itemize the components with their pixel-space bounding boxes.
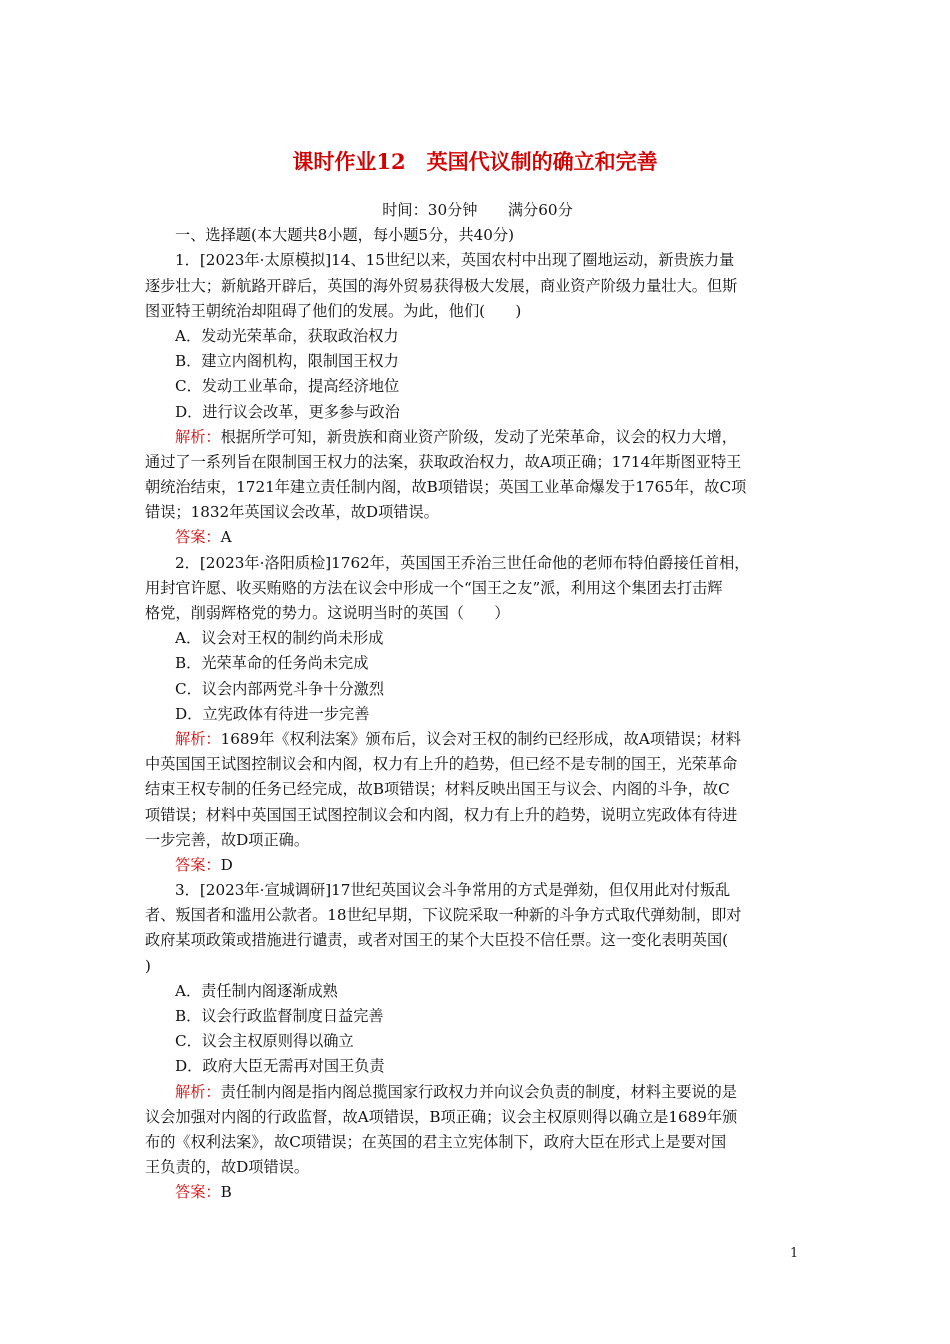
analysis-text: 1689年《权利法案》颁布后，议会对王权的制约已经形成，故A项错误；材料 — [220, 729, 741, 748]
question-stem-line: 逐步壮大；新航路开辟后，英国的海外贸易获得极大发展，商业资产阶级力量壮大。但斯 — [145, 276, 738, 295]
analysis-line — [145, 727, 810, 752]
option-d: D．政府大臣无需再对国王负责 — [175, 1057, 385, 1076]
time-info: 时间：30分钟 满分60分 — [382, 201, 573, 219]
analysis-line: 王负责的，故D项错误。 — [145, 1158, 310, 1177]
option-b: B．议会行政监督制度日益完善 — [175, 1007, 384, 1025]
question-stem-line: 格党，削弱辉格党的势力。这说明当时的英国（ ） — [145, 604, 510, 622]
document-body — [145, 198, 810, 1206]
question-1 — [145, 248, 810, 550]
question-stem-line: 用封官许愿、收买贿赂的方法在议会中形成一个“国王之友”派，利用这个集团去打击辉 — [145, 578, 723, 597]
option-b: B．光荣革命的任务尚未完成 — [175, 654, 369, 673]
answer-line — [145, 1180, 810, 1205]
question-stem-line: 1．[2023年·太原模拟]14、15世纪以来，英国农村中出现了圈地运动，新贵族力量 — [175, 251, 735, 270]
analysis-label: 解析： — [175, 729, 221, 748]
analysis-label: 解析： — [175, 427, 221, 446]
answer-label: 答案： — [175, 855, 221, 874]
section-heading: 一、选择题(本大题共8小题，每小题5分，共40分) — [175, 226, 515, 245]
analysis-line — [145, 425, 810, 450]
analysis-line: 错误；1832年英国议会改革，故D项错误。 — [145, 503, 439, 522]
question-stem-line: 政府某项政策或措施进行谴责，或者对国王的某个大臣投不信任票。这一变化表明英国( — [145, 931, 729, 950]
analysis-line: 议会加强对内阁的行政监督，故A项错误，B项正确；议会主权原则得以确立是1689年颁 — [145, 1107, 738, 1126]
answer-label: 答案： — [175, 1183, 221, 1202]
question-stem-line: 图亚特王朝统治却阻碍了他们的发展。为此，他们( ) — [145, 301, 522, 320]
page-title: 课时作业12 英国代议制的确立和完善 — [292, 149, 658, 174]
analysis-line: 通过了一系列旨在限制国王权力的法案，获取政治权力，故A项正确；1714年斯图亚特王 — [145, 452, 742, 471]
answer-value: B — [220, 1183, 232, 1202]
analysis-text: 责任制内阁是指内阁总揽国家行政权力并向议会负责的制度，材料主要说的是 — [220, 1082, 737, 1101]
analysis-line: 朝统治结束，1721年建立责任制内阁，故B项错误；英国工业革命爆发于1765年，故C项 — [145, 478, 747, 497]
analysis-line: 结束王权专制的任务已经完成，故B项错误；材料反映出国王与议会、内阁的斗争，故C — [145, 780, 730, 799]
option-c: C．议会内部两党斗争十分激烈 — [175, 679, 385, 698]
analysis-label: 解析： — [175, 1082, 221, 1101]
analysis-line: 中英国国王试图控制议会和内阁，权力有上升的趋势，但已经不是专制的国王，光荣革命 — [145, 755, 738, 774]
question-stem-line: 3．[2023年·宣城调研]17世纪英国议会斗争常用的方式是弹劾，但仅用此对付叛乱 — [175, 881, 731, 900]
answer-value: D — [220, 855, 233, 874]
question-3 — [145, 878, 810, 1205]
question-2 — [145, 551, 810, 878]
analysis-line — [145, 1080, 810, 1105]
answer-line — [145, 525, 810, 550]
question-stem-line: 2．[2023年·洛阳质检]1762年，英国国王乔治三世任命他的老师布特伯爵接任首相， — [175, 553, 750, 572]
option-c: C．发动工业革命，提高经济地位 — [175, 377, 400, 396]
option-a: A．议会对王权的制约尚未形成 — [175, 629, 384, 648]
answer-line — [145, 853, 810, 878]
answer-value: A — [220, 528, 232, 547]
answer-label: 答案： — [175, 528, 221, 547]
analysis-text: 根据所学可知，新贵族和商业资产阶级，发动了光荣革命，议会的权力大增， — [220, 427, 737, 446]
option-d: D．进行议会改革，更多参与政治 — [175, 402, 400, 421]
page-number: 1 — [790, 1246, 799, 1261]
option-c: C．议会主权原则得以确立 — [175, 1032, 354, 1051]
option-d: D．立宪政体有待进一步完善 — [175, 704, 370, 723]
option-a: A．责任制内阁逐渐成熟 — [175, 981, 338, 1000]
question-stem-line: 者、叛国者和滥用公款者。18世纪早期，下议院采取一种新的斗争方式取代弹劾制，即对 — [145, 906, 742, 925]
analysis-line: 项错误；材料中英国国王试图控制议会和内阁，权力有上升的趋势，说明立宪政体有待进 — [145, 805, 738, 824]
analysis-line: 一步完善，故D项正确。 — [145, 830, 310, 849]
question-stem-line: ) — [145, 956, 151, 975]
analysis-line: 布的《权利法案》，故C项错误；在英国的君主立宪体制下，政府大臣在形式上是要对国 — [145, 1132, 727, 1151]
option-a: A．发动光荣革命，获取政治权力 — [175, 326, 399, 345]
option-b: B．建立内阁机构，限制国王权力 — [175, 352, 399, 371]
